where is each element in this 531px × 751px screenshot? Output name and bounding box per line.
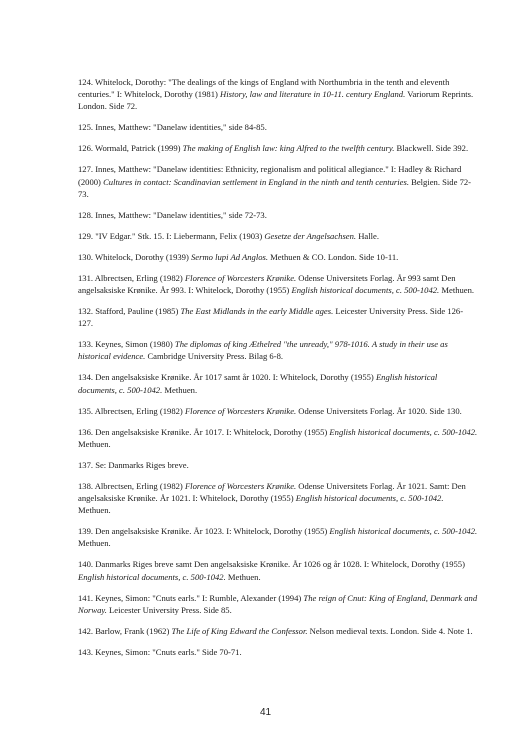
- endnote-text: Cambridge University Press. Bilag 6-8.: [145, 351, 284, 362]
- endnote-title-italic: Florence of Worcesters Krønike.: [184, 405, 297, 416]
- endnote-text: Leicester University Press. Side 85.: [106, 604, 232, 615]
- endnote-text: 134. Den angelsaksiske Krønike. År 1017 samt år 1020. I: Whitelock, Dorothy (1955): [78, 372, 376, 383]
- endnote-text: Variorum Reprints. London. Side 72.: [78, 89, 474, 112]
- endnote-title-italic: English historical documents, c. 500-1042.: [329, 526, 478, 537]
- endnote: [78, 251, 478, 263]
- endnote-text: 131. Albrectsen, Erling (1982): [78, 272, 185, 283]
- endnote-text: 138. Albrectsen, Erling (1982): [78, 480, 185, 491]
- endnote: [78, 272, 478, 296]
- endnote: [78, 76, 478, 113]
- endnote-text: Halle.: [356, 230, 379, 241]
- endnote-text: 127. Innes, Matthew: "Danelaw identities: Ethnicity, regionalism and political allegiance." I: Hadley & Richard (2000): [78, 164, 462, 187]
- endnote-text: Odense Universitets Forlag. År 993 samt Den angelsaksiske Krønike. År 993. I: Whitelock, Dorothy (1955): [78, 272, 456, 296]
- endnote: [78, 646, 478, 658]
- page-number: 41: [259, 707, 272, 718]
- endnote: [78, 558, 478, 582]
- endnote-text: 135. Albrectsen, Erling (1982): [78, 405, 185, 416]
- endnote-text: Methuen.: [78, 538, 111, 549]
- endnote: [78, 592, 478, 616]
- endnote-text: 126. Wormald, Patrick (1999): [78, 143, 183, 154]
- endnote-text: 141. Keynes, Simon: "Cnuts earls." I: Rumble, Alexander (1994): [78, 592, 304, 603]
- endnote: [78, 371, 478, 395]
- endnote: [78, 142, 478, 154]
- endnote-text: Methuen.: [78, 438, 111, 449]
- endnote-title-italic: English historical documents, c. 500-1042.: [295, 493, 444, 504]
- endnote: [78, 459, 478, 471]
- endnote-title-italic: The diplomas of king Æthelred "the unready," 978-1016. A study in their use as historical evidence.: [78, 339, 448, 362]
- endnote-text: 129. "IV Edgar." Stk. 15. I: Liebermann, Felix (1903): [78, 230, 265, 241]
- endnote-text: 139. Den angelsaksiske Krønike. År 1023. I: Whitelock, Dorothy (1955): [78, 526, 330, 537]
- endnote-text: 125. Innes, Matthew: "Danelaw identities," side 84-85.: [78, 122, 267, 133]
- endnote-text: Methuen.: [162, 384, 198, 395]
- endnote-text: 143. Keynes, Simon: "Cnuts earls." Side 70-71.: [78, 646, 242, 657]
- endnote: [78, 625, 478, 637]
- endnote-text: Odense Universitets Forlag. År 1020. Side 130.: [296, 405, 462, 416]
- endnote-title-italic: The reign of Cnut: King of England, Denmark and Norway.: [78, 592, 478, 615]
- endnote-title-italic: Gesetze der Angelsachsen.: [264, 230, 357, 241]
- endnote: [78, 338, 478, 362]
- endnote: [78, 209, 478, 221]
- endnote-text: Blackwell. Side 392.: [394, 143, 469, 154]
- endnote-text: Leicester University Press. Side 126-127.: [78, 306, 464, 329]
- endnote-title-italic: English historical documents, c. 500-1042.: [78, 372, 438, 395]
- endnote-text: Belgien. Side 72-73.: [78, 176, 472, 199]
- endnote-text: 136. Den angelsaksiske Krønike. År 1017. I: Whitelock, Dorothy (1955): [78, 426, 330, 437]
- endnote-text: Odense Universitets Forlag. År 1021. Samt: Den angelsaksiske Krønike. År 1021. I: Whitelock, Dorothy (1955): [78, 480, 466, 504]
- endnote-text: 133. Keynes, Simon (1980): [78, 339, 175, 350]
- endnote-title-italic: The East Midlands in the early Middle ages.: [180, 306, 334, 317]
- endnote-title-italic: The Life of King Edward the Confessor.: [171, 625, 308, 636]
- endnote: [78, 405, 478, 417]
- endnote: [78, 163, 478, 200]
- endnote-text: 128. Innes, Matthew: "Danelaw identities," side 72-73.: [78, 209, 267, 220]
- endnote-text: Methuen.: [225, 571, 261, 582]
- endnote-text: 124. Whitelock, Dorothy: "The dealings of the kings of England with Northumbria in the tenth and eleventh centuries." I: Whitelock, Dorothy (1981): [78, 77, 450, 100]
- endnote-title-italic: English historical documents, c. 500-1042.: [78, 571, 226, 582]
- endnote: [78, 480, 478, 517]
- endnote: [78, 426, 478, 450]
- endnote-title-italic: Florence of Worcesters Krønike.: [184, 272, 297, 283]
- endnote-text: 137. Se: Danmarks Riges breve.: [78, 459, 189, 470]
- endnote-title-italic: Cultures in contact: Scandinavian settlement in England in the ninth and tenth centuries.: [103, 176, 409, 187]
- endnote-title-italic: The making of English law: king Alfred to the twelfth century.: [182, 143, 395, 154]
- endnote-text: Methuen.: [78, 505, 111, 516]
- endnote-title-italic: English historical documents, c. 500-1042.: [329, 426, 478, 437]
- endnote-text: 142. Barlow, Frank (1962): [78, 625, 172, 636]
- endnotes-list: [78, 76, 478, 667]
- endnote: [78, 525, 478, 549]
- endnote-text: Nelson medieval texts. London. Side 4. Note 1.: [307, 625, 473, 636]
- endnote-title-italic: Sermo lupi Ad Anglos.: [190, 251, 269, 262]
- endnote-title-italic: Florence of Worcesters Krønike.: [184, 480, 297, 491]
- endnote-text: 130. Whitelock, Dorothy (1939): [78, 251, 191, 262]
- endnote: [78, 230, 478, 242]
- endnote-title-italic: English historical documents, c. 500-1042.: [291, 285, 440, 296]
- endnote: [78, 305, 478, 329]
- endnote-text: 132. Stafford, Pauline (1985): [78, 306, 181, 317]
- endnote: [78, 121, 478, 133]
- endnote-title-italic: History, law and literature in 10-11. century England.: [220, 89, 406, 100]
- endnote-text: Methuen & CO. London. Side 10-11.: [268, 251, 399, 262]
- endnote-text: Methuen.: [439, 285, 475, 296]
- endnote-text: 140. Danmarks Riges breve samt Den angelsaksiske Krønike. År 1026 og år 1028. I: Whitelock, Dorothy (1955): [78, 559, 465, 570]
